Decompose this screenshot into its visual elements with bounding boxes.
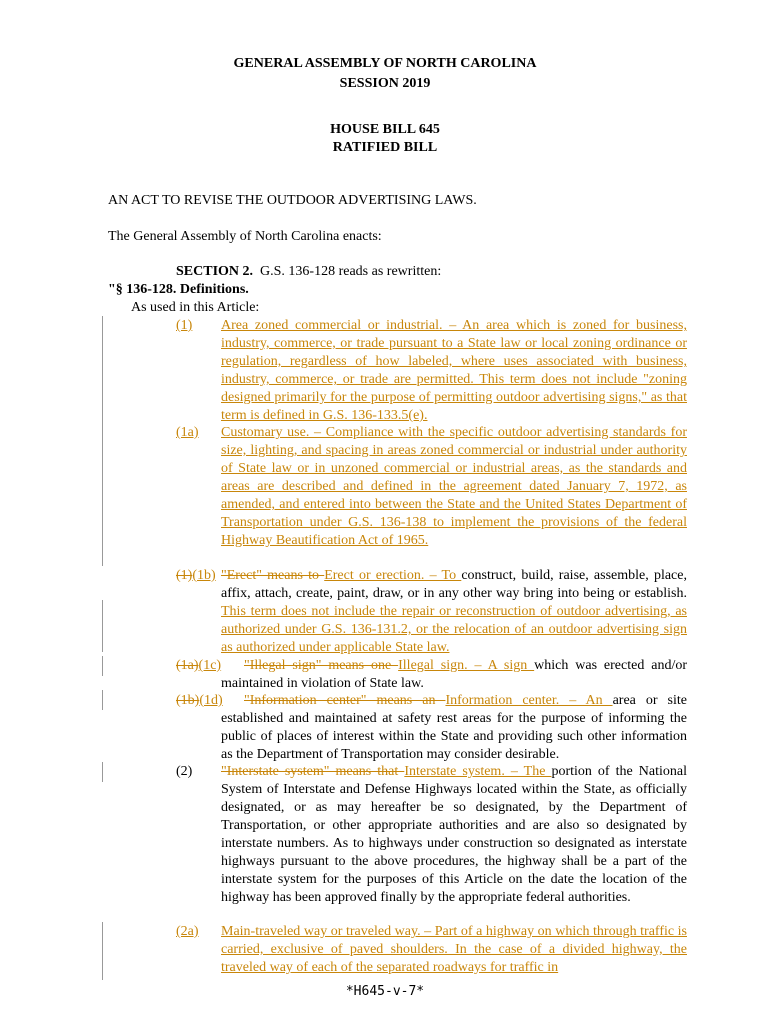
existing-text: construct, build, raise, assemble, place, affix, attach, create, paint, draw, or in any other way bring into being or establish. <box>221 568 687 601</box>
inserted-number: (1d) <box>199 693 223 708</box>
change-bar <box>102 600 103 652</box>
change-bar <box>102 656 103 676</box>
deleted-number: (1) <box>176 568 193 583</box>
def-area-zoned <box>221 317 687 425</box>
inserted-text: Information center. – An <box>445 693 613 708</box>
deleted-text: "Information center" means an <box>244 693 446 708</box>
deleted-text: "Interstate system" means that <box>221 764 405 779</box>
def-interstate-system <box>221 763 687 907</box>
def-number: (1a) <box>176 425 199 440</box>
inserted-text: Interstate system. – The <box>404 764 552 779</box>
act-title: AN ACT TO REVISE THE OUTDOOR ADVERTISING LAWS. <box>108 193 477 208</box>
def-number: (1) <box>176 318 193 333</box>
def-main-traveled-way <box>221 923 687 977</box>
def-customary-use <box>221 424 687 550</box>
deleted-number: (1a) <box>176 658 199 673</box>
section-label: SECTION 2. <box>176 264 254 279</box>
def-information-center <box>221 692 687 764</box>
deleted-text: "Erect" means to <box>221 568 325 583</box>
def-erect <box>221 567 687 657</box>
def-number <box>176 567 216 585</box>
change-bar <box>102 316 103 566</box>
assembly-title: GENERAL ASSEMBLY OF NORTH CAROLINA <box>233 56 537 71</box>
def-number <box>176 692 223 710</box>
deleted-text: "Illegal sign" means one <box>244 658 399 673</box>
document-barcode-id: *H645-v-7* <box>345 984 425 999</box>
inserted-number: (1b) <box>192 568 216 583</box>
def-number <box>176 657 221 675</box>
existing-text: portion of the National System of Interstate and Defense Highways located within the State, as officially designated, or as may hereafter be so designated, by the Department of Transportation, or other appropriate authorities and are also so designated by interstate numbers. As to highways under construction so designated as interstate highways pursuant to the above procedures, the highway shall be a part of the interstate system for the purposes of this Article on the date the location of the highway has been approved finally by the appropriate federal authorities. <box>221 764 687 905</box>
statute-intro: As used in this Article: <box>131 300 260 315</box>
existing-text: area or site established and maintained at safety rest areas for the purpose of informing the public of places of interest within the State and providing such other information as the Department of Transportation may consider desirable. <box>221 693 687 762</box>
inserted-number: (1c) <box>198 658 222 673</box>
deleted-number: (1b) <box>176 693 200 708</box>
inserted-text: Illegal sign. – A sign <box>398 658 535 673</box>
statute-heading: "§ 136-128. Definitions. <box>108 282 249 297</box>
change-bar <box>102 690 103 710</box>
inserted-text: Erect or erection. – To <box>324 568 462 583</box>
inserted-text: Customary use. – Compliance with the specific outdoor advertising standards for size, lighting, and spacing in areas zoned commercial or industrial under authority of State law or in unzoned commercial or industrial areas, as the standards and areas are described and defined in the agreement dated January 7, 1972, as amended, and entered into between the State and the United States Department of Transportation under G.S. 136-138 to implement the provisions of the federal Highway Beautification Act of 1965. <box>221 425 687 548</box>
section-heading <box>176 263 441 281</box>
change-bar <box>102 922 103 980</box>
existing-text: which was erected and/or maintained in violation of State law. <box>221 658 688 691</box>
def-number: (2a) <box>176 924 199 939</box>
def-number: (2) <box>176 764 193 779</box>
def-illegal-sign <box>221 657 687 693</box>
change-bar <box>102 762 103 782</box>
bill-status: RATIFIED BILL <box>332 140 438 155</box>
inserted-text: Main-traveled way or traveled way. – Part of a highway on which through traffic is carried, exclusive of paved shoulders. In the case of a divided highway, the traveled way of each of the separated roadways for traffic in <box>221 924 687 975</box>
section-text: G.S. 136-128 reads as rewritten: <box>260 264 442 279</box>
bill-number: HOUSE BILL 645 <box>330 122 440 137</box>
session-title: SESSION 2019 <box>339 76 431 91</box>
enacting-clause: The General Assembly of North Carolina enacts: <box>108 229 382 244</box>
inserted-text: This term does not include the repair or reconstruction of outdoor advertising, as authorized under G.S. 136-131.2, or the relocation of an outdoor advertising sign as authorized under applicable State law. <box>221 604 687 655</box>
inserted-text: Area zoned commercial or industrial. – An area which is zoned for business, industry, commerce, or trade pursuant to a State law or local zoning ordinance or regulation, regardless of how labeled, where uses associated with business, industry, commerce, or trade are permitted. This term does not include "zoning designed primarily for the purpose of permitting outdoor advertising signs," as that term is defined in G.S. 136-133.5(e). <box>221 318 687 423</box>
